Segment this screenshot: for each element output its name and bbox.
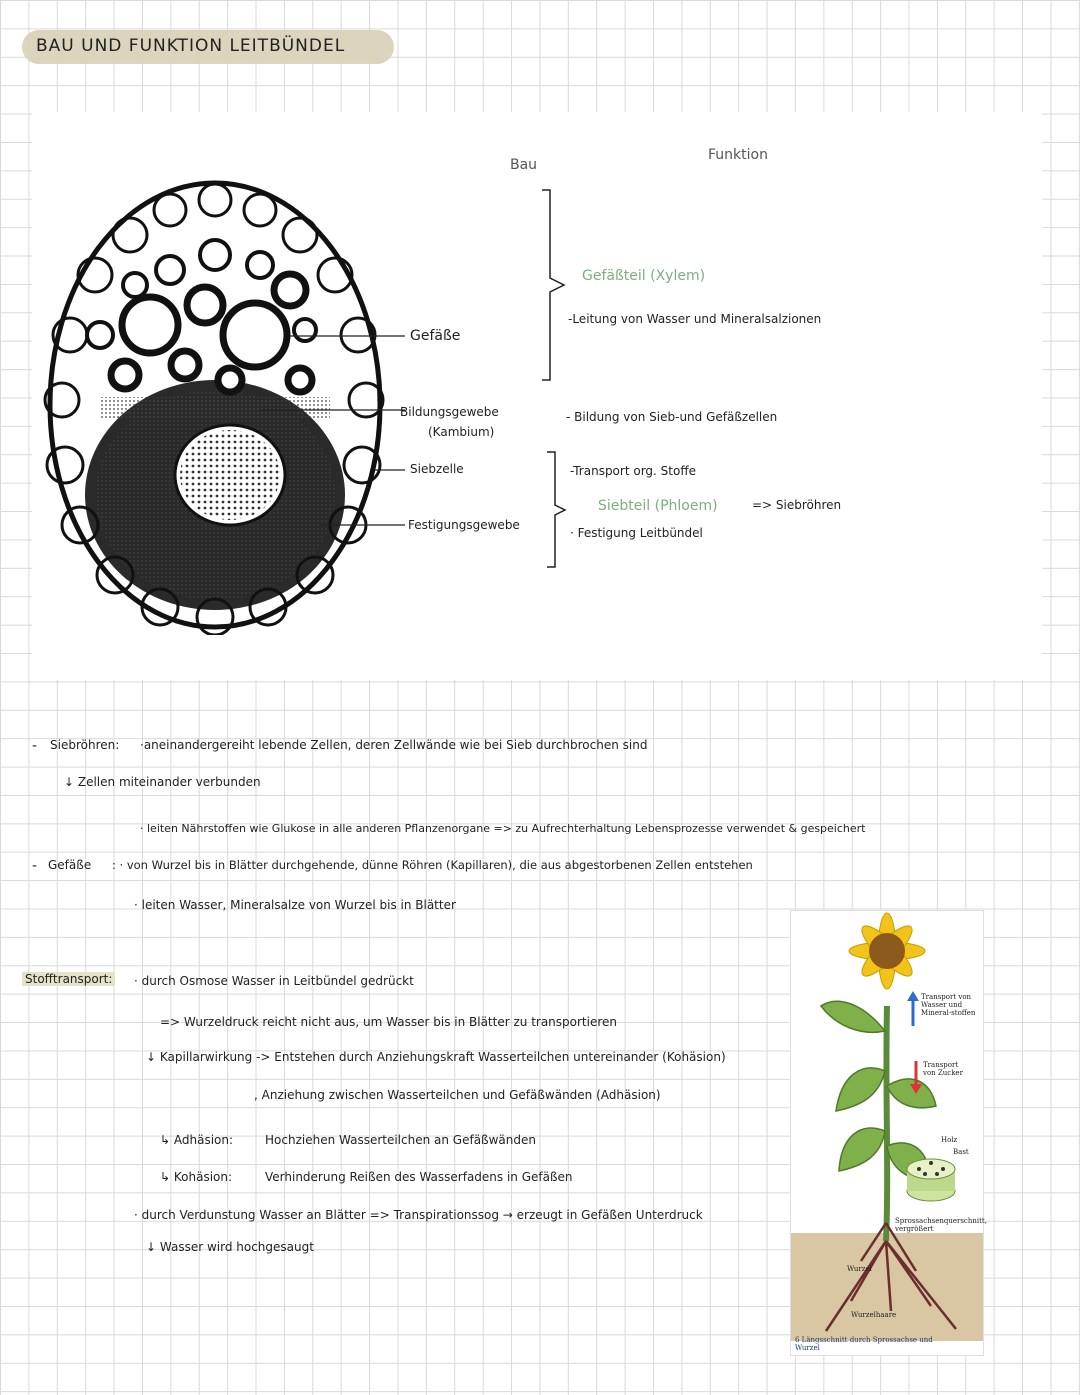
fig-bast: Bast bbox=[953, 1148, 969, 1156]
siebroehren-line2: ↓ Zellen miteinander verbunden bbox=[64, 775, 261, 789]
label-gefaesse: Gefäße bbox=[410, 328, 461, 344]
adhaesion-label: ↳ Adhäsion: bbox=[160, 1133, 234, 1147]
page-title: BAU UND FUNKTION LEITBÜNDEL bbox=[36, 36, 346, 56]
st-line3: ↓ Kapillarwirkung -> Entstehen durch Anziehungskraft Wasserteilchen untereinander (Kohäsion) bbox=[146, 1050, 726, 1064]
fig-caption: 6 Längsschnitt durch Sprossachse und Wurzel bbox=[795, 1336, 933, 1352]
bracket-phloem bbox=[545, 450, 570, 570]
col-bau: Bau bbox=[510, 157, 538, 173]
fig-wurzelhaare: Wurzelhaare bbox=[851, 1311, 897, 1319]
gefaesse-line2: · leiten Wasser, Mineralsalze von Wurzel bis in Blätter bbox=[134, 898, 456, 912]
kohaesion-text: Verhinderung Reißen des Wasserfadens in Gefäßen bbox=[265, 1170, 573, 1184]
fig-transport-up: Transport von Wasser und Mineral-stoffen bbox=[921, 993, 976, 1017]
st-line2: => Wurzeldruck reicht nicht aus, um Wasser bis in Blätter zu transportieren bbox=[160, 1015, 618, 1029]
label-kambium: (Kambium) bbox=[428, 425, 495, 439]
bullet-dash-2: - bbox=[32, 858, 38, 874]
xylem-title: Gefäßteil (Xylem) bbox=[582, 268, 706, 284]
kohaesion-label: ↳ Kohäsion: bbox=[160, 1170, 233, 1184]
phloem-festigung: · Festigung Leitbündel bbox=[570, 526, 703, 540]
sunflower-figure bbox=[790, 910, 987, 1356]
kambium-function: - Bildung von Sieb-und Gefäßzellen bbox=[566, 410, 778, 424]
siebroehren-line3: · leiten Nährstoffen wie Glukose in alle anderen Pflanzenorgane => zu Aufrechterhaltung Lebensprozesse verwendet & gespeichert bbox=[140, 822, 866, 835]
fig-transport-down: Transport von Zucker bbox=[923, 1061, 963, 1077]
adhaesion-text: Hochziehen Wasserteilchen an Gefäßwänden bbox=[265, 1133, 536, 1147]
label-festigungsgewebe: Festigungsgewebe bbox=[408, 518, 520, 532]
st-line5: · durch Verdunstung Wasser an Blätter => Transpirationssog → erzeugt in Gefäßen Unterdruck bbox=[134, 1208, 703, 1222]
fig-wurzel: Wurzel bbox=[847, 1265, 872, 1273]
fig-holz: Holz bbox=[941, 1136, 958, 1144]
siebroehren-label: Siebröhren: bbox=[50, 738, 120, 752]
sunflower-illustration bbox=[791, 911, 987, 1355]
gefaesse-label: Gefäße bbox=[48, 858, 92, 872]
phloem-transport: -Transport org. Stoffe bbox=[570, 464, 696, 478]
xylem-function: -Leitung von Wasser und Mineralsalzionen bbox=[568, 312, 822, 326]
gefaesse-line1: : · von Wurzel bis in Blätter durchgehende, dünne Röhren (Kapillaren), die aus abgestorbenen Zellen entstehen bbox=[112, 858, 753, 872]
col-funktion: Funktion bbox=[708, 147, 768, 163]
bracket-xylem bbox=[540, 188, 570, 383]
phloem-title: Siebteil (Phloem) bbox=[598, 498, 718, 514]
bullet-dash-1: - bbox=[32, 738, 38, 754]
st-line4: , Anziehung zwischen Wasserteilchen und Gefäßwänden (Adhäsion) bbox=[254, 1088, 661, 1102]
siebroehren-line1: ·aneinandergereiht lebende Zellen, deren Zellwände wie bei Sieb durchbrochen sind bbox=[140, 738, 648, 752]
label-bildungsgewebe: Bildungsgewebe bbox=[400, 405, 499, 419]
fig-querschnitt: Sprossachsenquerschnitt, vergrößert bbox=[895, 1217, 987, 1233]
leader-lines bbox=[260, 330, 410, 540]
stofftransport-label: Stofftransport: bbox=[22, 972, 115, 986]
phloem-arrow: => Siebröhren bbox=[752, 498, 842, 512]
st-line1: · durch Osmose Wasser in Leitbündel gedrückt bbox=[134, 974, 414, 988]
st-line6: ↓ Wasser wird hochgesaugt bbox=[146, 1240, 314, 1254]
label-siebzelle: Siebzelle bbox=[410, 462, 464, 476]
